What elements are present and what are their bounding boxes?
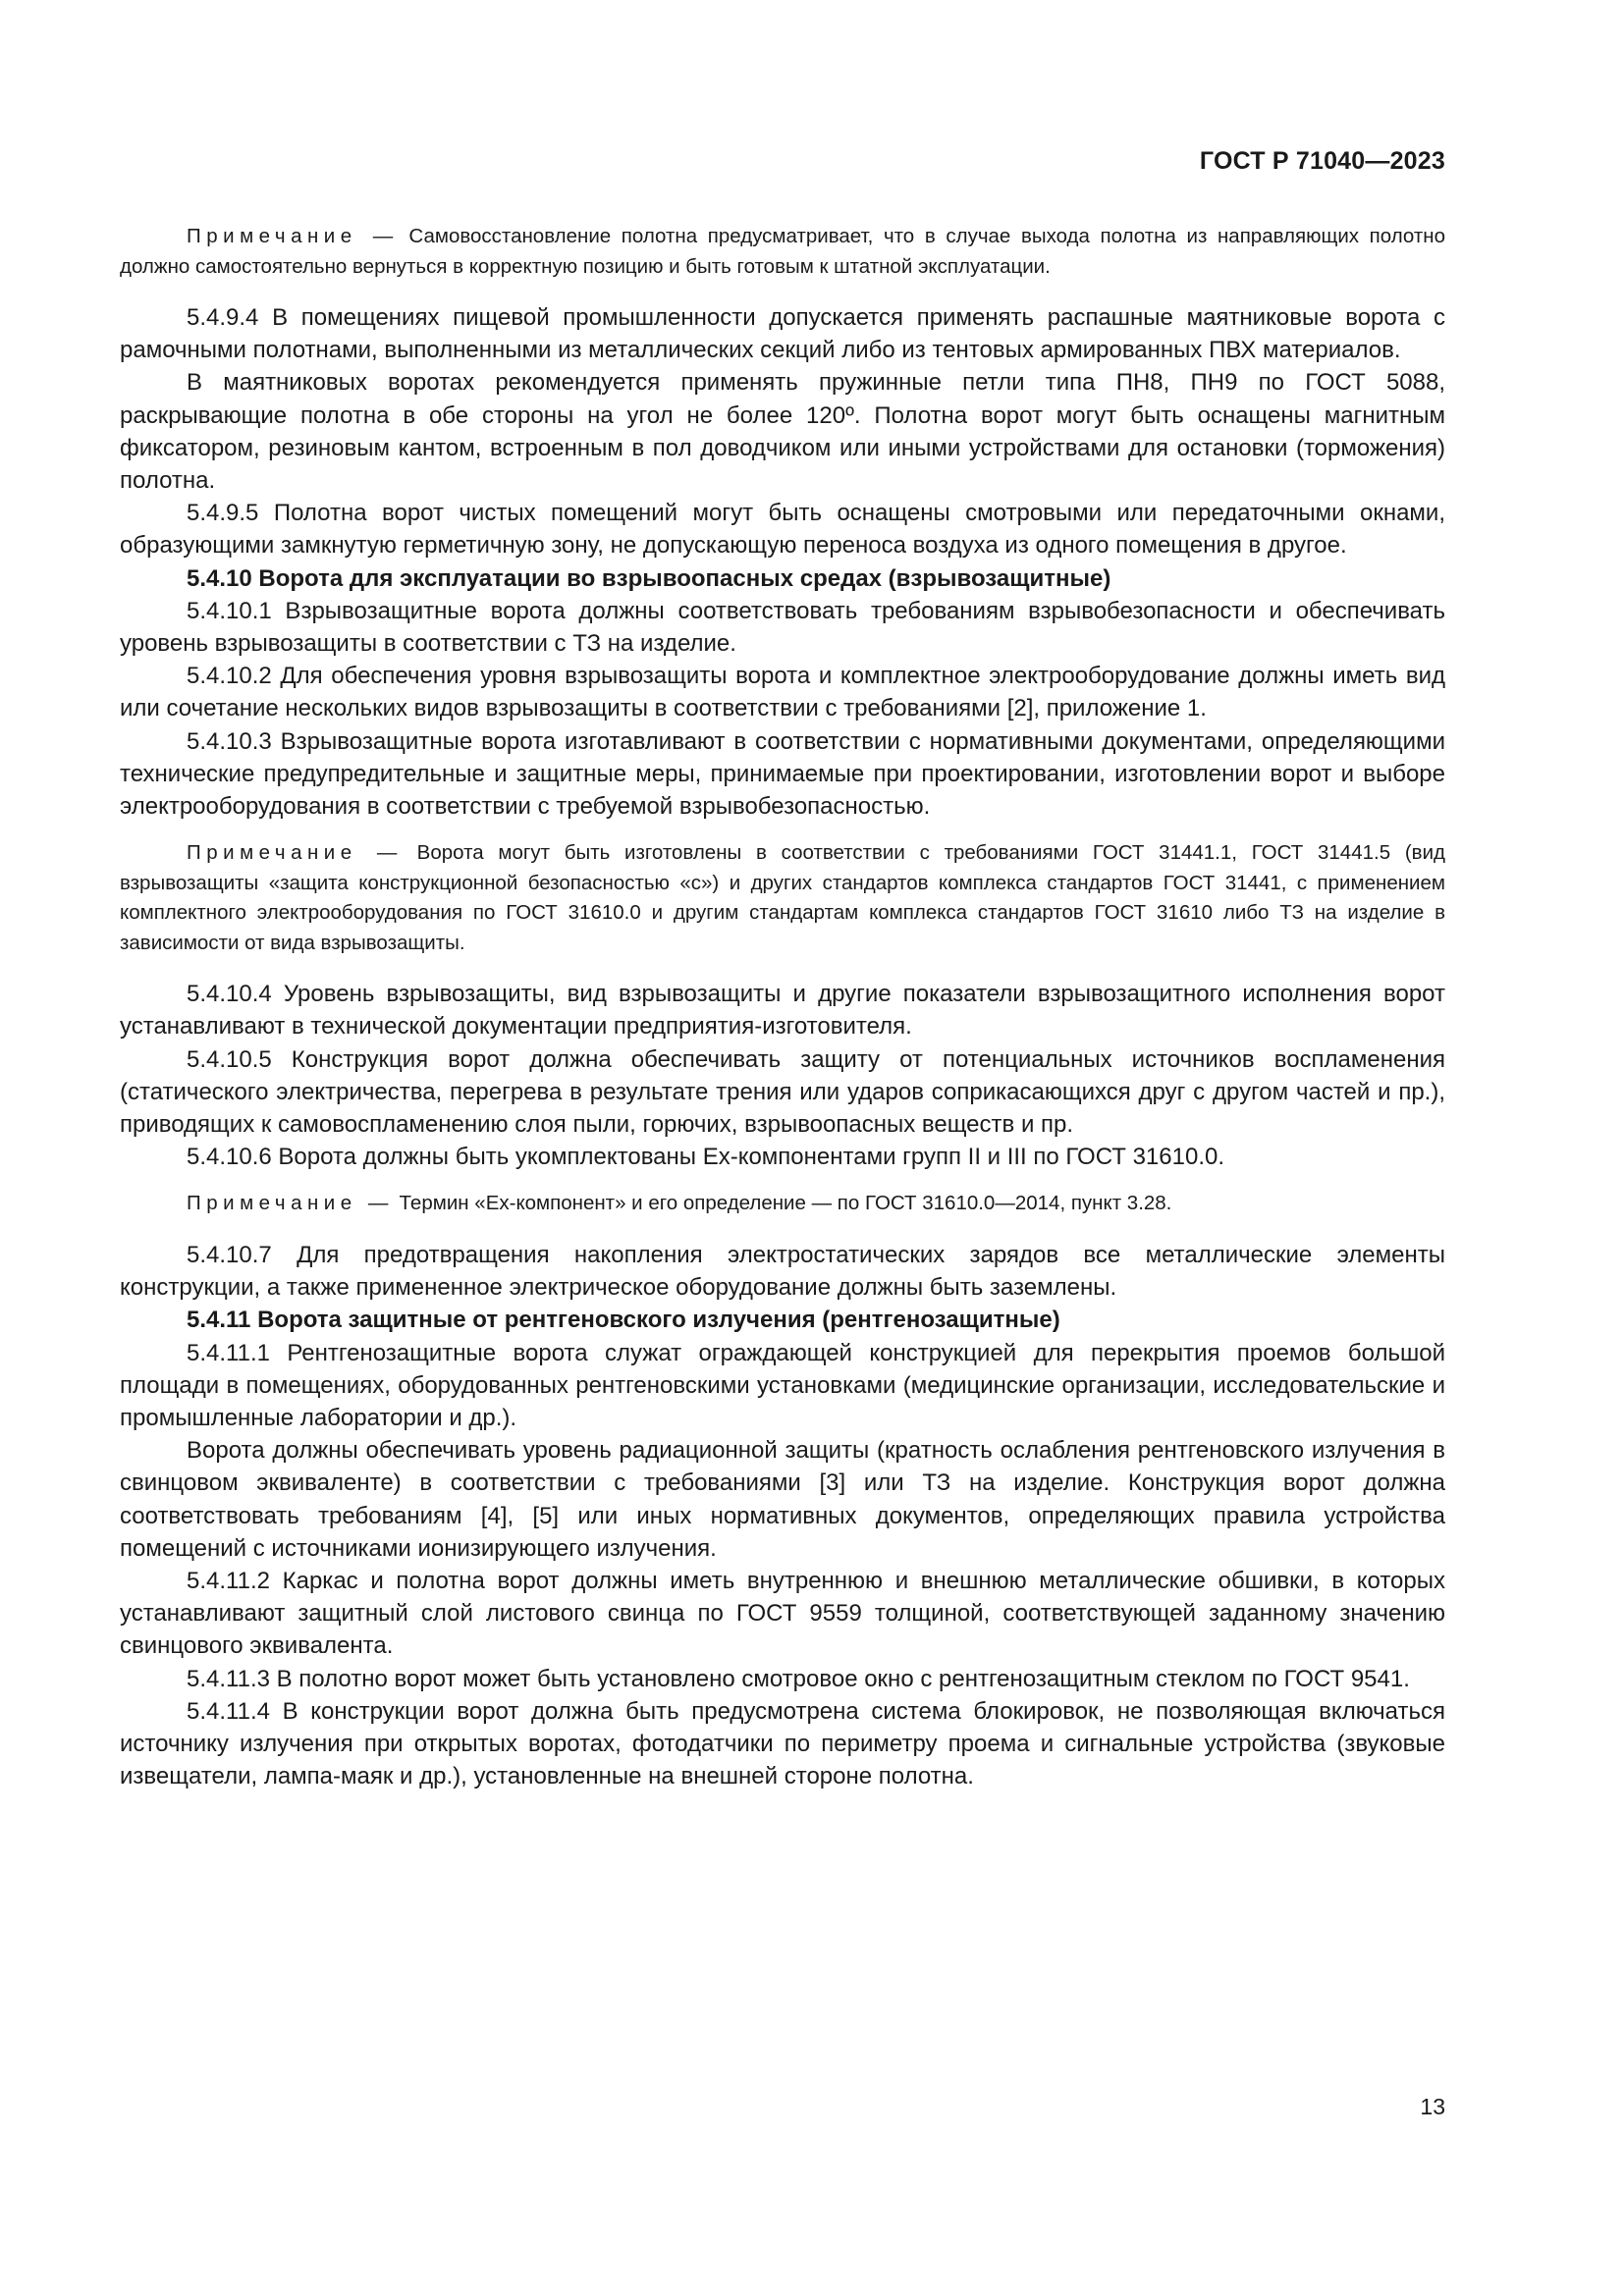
section-heading: 5.4.10 Ворота для эксплуатации во взрывоопасных средах (взрывозащитные) xyxy=(187,564,1111,592)
body-paragraph: 5.4.11.1 Рентгенозащитные ворота служат ограждающей конструкцией для перекрытия проемов большой площади в помещениях, оборудованных рентгеновскими установками (медицинские организации, исследовательские и промышленные лаборатории и др.). xyxy=(120,1339,1445,1431)
document-id-header: ГОСТ Р 71040—2023 xyxy=(1199,147,1445,175)
body-paragraph: 5.4.10.6 Ворота должны быть укомплектованы Ex-компонентами групп II и III по ГОСТ 31610.0. xyxy=(187,1144,1225,1171)
note-text: Ворота могут быть изготовлены в соответствии с требованиями ГОСТ 31441.1, ГОСТ 31441.5 (вид взрывозащиты «защита конструкционной безопасностью «с») и других стандартов комплекса стандартов ГОСТ 31441, с применением комплектного электрооборудования по ГОСТ 31610.0 и другим стандартам комплекса стандартов ГОСТ 31610 либо ТЗ на изделие в зависимости от вида взрывозащиты. xyxy=(120,841,1445,954)
body-paragraph: Ворота должны обеспечивать уровень радиационной защиты (кратность ослабления рентгеновского излучения в свинцовом эквиваленте) в соответствии с требованиями [3] или ТЗ на изделие. Конструкция ворот должна соответствовать требованиям [4], [5] или иных нормативных документов, определяющих правила устройства помещений с источниками ионизирующего излучения. xyxy=(120,1437,1445,1562)
note-label: Примечание — xyxy=(187,1192,394,1215)
body-paragraph: В маятниковых воротах рекомендуется применять пружинные петли типа ПН8, ПН9 по ГОСТ 5088, раскрывающие полотна в обе стороны на угол не более 120º. Полотна ворот могут быть оснащены магнитным фиксатором, резиновым кантом, встроенным в пол доводчиком или иными устройствами для остановки (торможения) полотна. xyxy=(120,369,1445,495)
note-text: Термин «Ex-компонент» и его определение — по ГОСТ 31610.0—2014, пункт 3.28. xyxy=(393,1192,1172,1215)
body-paragraph: 5.4.10.7 Для предотвращения накопления электростатических зарядов все металлические элементы конструкции, а также примененное электрическое оборудование должны быть заземлены. xyxy=(120,1241,1445,1302)
body-paragraph: 5.4.10.4 Уровень взрывозащиты, вид взрывозащиты и другие показатели взрывозащитного исполнения ворот устанавливают в технической документации предприятия-изготовителя. xyxy=(120,981,1445,1041)
body-paragraph: 5.4.11.4 В конструкции ворот должна быть предусмотрена система блокировок, не позволяющая включаться источнику излучения при открытых воротах, фотодатчики по периметру проема и сигнальные устройства (звуковые извещатели, лампа-маяк и др.), установленные на внешней стороне полотна. xyxy=(120,1697,1445,1790)
body-paragraph: 5.4.11.3 В полотно ворот может быть установлено смотровое окно с рентгенозащитным стеклом по ГОСТ 9541. xyxy=(187,1665,1410,1692)
body-paragraph: 5.4.9.5 Полотна ворот чистых помещений могут быть оснащены смотровыми или передаточными окнами, образующими замкнутую герметичную зону, не допускающую переноса воздуха из одного помещения в другое. xyxy=(120,500,1445,560)
body-paragraph: 5.4.10.5 Конструкция ворот должна обеспечивать защиту от потенциальных источников воспламенения (статического электричества, перегрева в результате трения или ударов соприкасающихся друг с другом частей и пр.), приводящих к самовоспламенению слоя пыли, горючих, взрывоопасных веществ и пр. xyxy=(120,1045,1445,1139)
note-paragraph xyxy=(120,222,1445,282)
section-heading: 5.4.11 Ворота защитные от рентгеновского излучения (рентгенозащитные) xyxy=(187,1307,1060,1334)
document-body xyxy=(120,222,1445,1792)
body-paragraph: 5.4.9.4 В помещениях пищевой промышленности допускается применять распашные маятниковые ворота с рамочными полотнами, выполненными из металлических секций либо из тентовых армированных ПВХ материалов. xyxy=(120,304,1445,364)
note-paragraph xyxy=(120,1189,1445,1219)
note-text: Самовосстановление полотна предусматривает, что в случае выхода полотна из направляющих полотно должно самостоятельно вернуться в корректную позицию и быть готовым к штатной эксплуатации. xyxy=(120,225,1445,278)
body-paragraph: 5.4.10.2 Для обеспечения уровня взрывозащиты ворота и комплектное электрооборудование должны иметь вид или сочетание нескольких видов взрывозащиты в соответствии с требованиями [2], приложение 1. xyxy=(120,663,1445,722)
note-paragraph xyxy=(120,838,1445,958)
page-number: 13 xyxy=(1420,2094,1445,2119)
body-paragraph: 5.4.10.1 Взрывозащитные ворота должны соответствовать требованиям взрывобезопасности и обеспечивать уровень взрывозащиты в соответствии с ТЗ на изделие. xyxy=(120,597,1445,658)
note-label: Примечание — xyxy=(187,841,403,865)
note-label: Примечание — xyxy=(187,225,399,247)
body-paragraph: 5.4.10.3 Взрывозащитные ворота изготавливают в соответствии с нормативными документами, определяющими технические предупредительные и защитные меры, принимаемые при проектировании, изготовлении ворот и выборе электрооборудования в соответствии с требуемой взрывобезопасностью. xyxy=(120,727,1445,821)
body-paragraph: 5.4.11.2 Каркас и полотна ворот должны иметь внутреннюю и внешнюю металлические обшивки, в которых устанавливают защитный слой листового свинца по ГОСТ 9559 толщиной, соответствующей заданному значению свинцового эквивалента. xyxy=(120,1568,1445,1660)
